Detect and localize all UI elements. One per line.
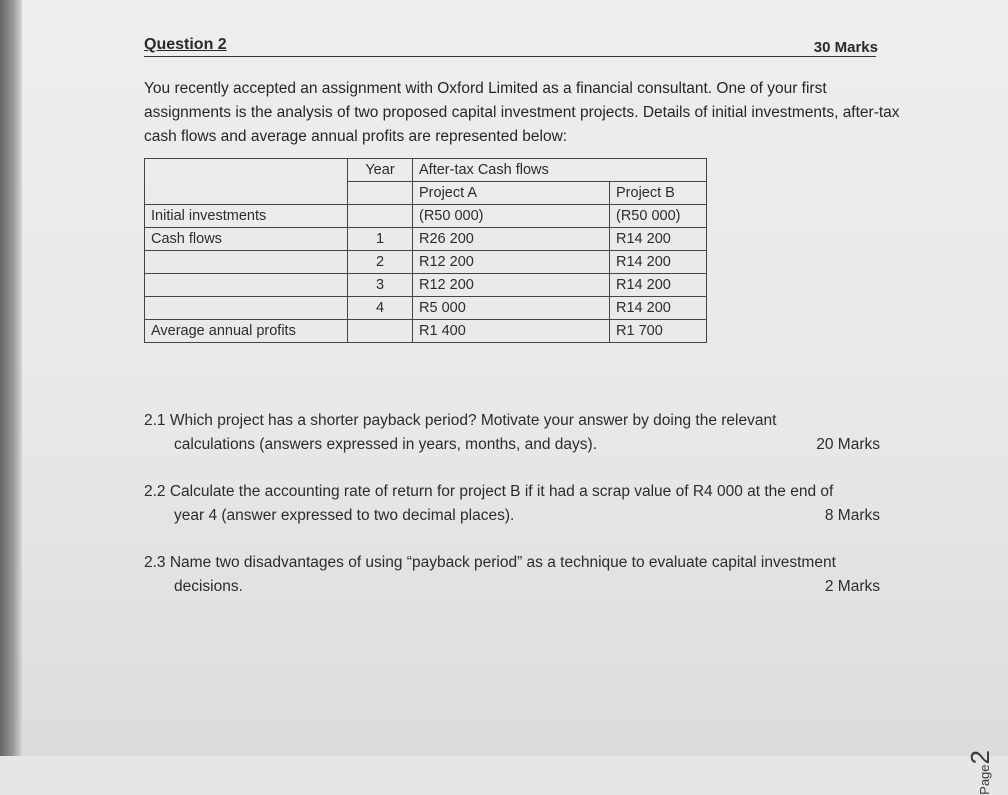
row-year: 2 [348,251,413,274]
table-header-row [145,159,707,182]
row-project-a: (R50 000) [413,205,610,228]
row-label [145,251,348,274]
row-project-b: (R50 000) [610,205,707,228]
row-project-a: R1 400 [413,320,610,343]
year-header: Year [348,159,413,182]
question-item [144,409,908,457]
question-marks: 8 Marks [824,507,880,524]
row-label: Cash flows [145,228,348,251]
table-row [145,205,707,228]
project-a-header: Project A [413,182,610,205]
row-project-a: R5 000 [413,297,610,320]
table-row [145,274,707,297]
row-project-a: R12 200 [413,251,610,274]
row-project-b: R1 700 [610,320,707,343]
question-title: Question 2 [144,36,227,53]
question-total-marks: 30 Marks [813,39,878,56]
row-project-b: R14 200 [610,228,707,251]
row-year: 3 [348,274,413,297]
project-b-header: Project B [610,182,707,205]
row-project-a: R12 200 [413,274,610,297]
row-label [145,274,348,297]
row-project-b: R14 200 [610,274,707,297]
row-project-b: R14 200 [610,251,707,274]
monitor-bezel-edge [0,0,22,756]
cash-flow-table [144,158,707,343]
header-divider [144,56,876,57]
table-corner-cell [145,159,348,205]
question-text: 2.2 Calculate the accounting rate of return for project B if it had a scrap value of R4 000 at the end of [144,483,834,500]
row-year: 1 [348,228,413,251]
question-text: 2.1 Which project has a shorter payback period? Motivate your answer by doing the relevant [144,412,777,429]
row-year: 4 [348,297,413,320]
page-label: Page [977,764,992,795]
question-item [144,551,908,599]
row-label: Initial investments [145,205,348,228]
row-project-b: R14 200 [610,297,707,320]
page-number [965,750,996,795]
row-year [348,205,413,228]
question-marks: 20 Marks [816,436,880,453]
table-row [145,251,707,274]
intro-paragraph: You recently accepted an assignment with Oxford Limited as a financial consultant. One of your first assignments is the analysis of two proposed capital investment projects. Details of initial investments, after-tax cash flows and average annual profits are represented below: [144,80,900,145]
question-text: 2.3 Name two disadvantages of using “payback period” as a technique to evaluate capital investment [144,554,836,571]
row-project-a: R26 200 [413,228,610,251]
row-label: Average annual profits [145,320,348,343]
cashflows-header: After-tax Cash flows [413,159,707,182]
question-marks: 2 Marks [824,578,880,595]
question-item [144,480,908,528]
question-text-continued: year 4 (answer expressed to two decimal places). [174,507,515,524]
question-text-continued: calculations (answers expressed in years, months, and days). [174,436,598,453]
question-text-continued: decisions. [174,578,243,595]
question-list [144,409,908,622]
table-row [145,228,707,251]
table-row [145,320,707,343]
row-label [145,297,348,320]
page-number-value: 2 [965,750,995,765]
row-year [348,320,413,343]
year-subheader-cell [348,182,413,205]
table-row [145,297,707,320]
